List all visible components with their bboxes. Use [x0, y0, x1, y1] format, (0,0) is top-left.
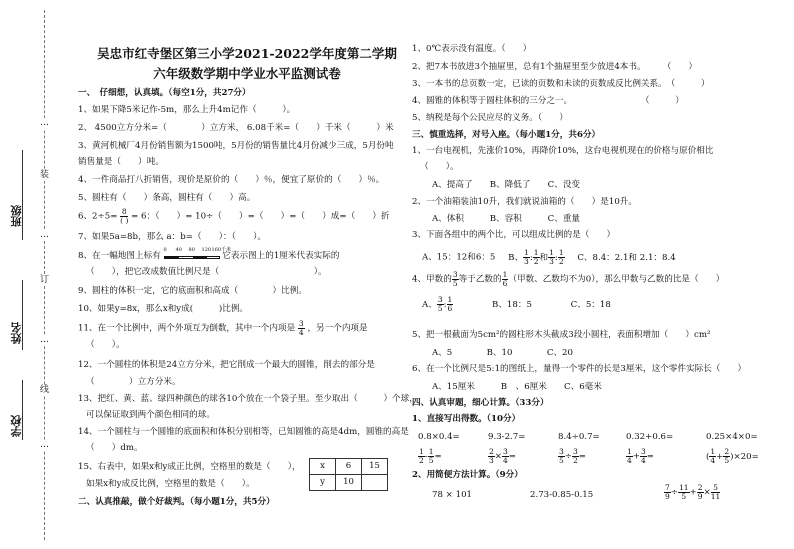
choice-4 [412, 271, 724, 287]
q11-denominator: 4 [298, 327, 304, 337]
q8-suffix: 它表示图上的1厘米代表实际的 [222, 251, 340, 261]
q11-suffix: ，另一个内项是 [307, 323, 368, 334]
q11-fraction [298, 320, 305, 336]
school-label: 学校 [10, 415, 23, 437]
c3-option-c: C、8.4：2.1和 2.1：8.4 [577, 252, 676, 263]
question-10: 10、如果y=8x，那么x和y成( )比例。 [78, 304, 249, 314]
question-11-line2: （ ）。 [86, 340, 125, 350]
calc-item: ( $\frac{1}{4}$ + $\frac{2}{5}$ )×20= [706, 447, 759, 465]
q6-suffix: = 6：（ ）= 10÷（ ）=（ ）=（ ）成=（ ）折 [131, 211, 390, 222]
q8-prefix: 8、在一幅地图上标有 [78, 251, 161, 261]
question-9: 9、圆柱的体积一定，它的底面积和高成（ ）比例。 [78, 286, 307, 296]
c4-option-a: A、 $\frac{3}{5}$ : $\frac{1}{6}$ [422, 295, 453, 313]
c4-mid: 等于乙数的 [458, 274, 502, 285]
c3-option-b-label: B、 [508, 252, 524, 263]
scale-tick: 40 [175, 246, 182, 253]
question-13-line2: 可以保证取到两个颜色相同的球。 [86, 410, 215, 420]
seal-char: … [40, 230, 49, 240]
question-3-line2: 销售量是（ ）吨。 [78, 157, 164, 167]
c4-prefix: 4、甲数的 [412, 274, 452, 285]
question-12-line2: （ ）立方分米。 [86, 377, 181, 387]
seal-char: … [40, 118, 49, 128]
choice-1-options: A、提高了 B、降低了 C、没变 [432, 180, 581, 190]
choice-5-options: A、5 B、10 C、20 [432, 348, 573, 358]
question-11-line1 [78, 320, 368, 336]
class-label: 班级 [10, 205, 23, 227]
c4-suffix: （甲数、乙数均不为0），那么甲数与乙数的比是（ ） [508, 274, 725, 285]
question-1: 1、如果下降5米记作-5m，那么上升4m记作（ ）。 [78, 105, 296, 115]
choice-6-options: A、15厘米 B 、6厘米 C、6毫米 [432, 382, 602, 392]
table-row [310, 475, 388, 491]
fraction-1-3: $\frac{1}{3}$ [524, 248, 529, 266]
seal-char: 装 [40, 170, 50, 180]
seal-char: 订 [40, 275, 50, 285]
calc-row-1 [418, 432, 758, 443]
q6-denominator: ( ) [120, 215, 129, 225]
calc-item: 0.25×4×0= [706, 432, 758, 442]
seal-char: … [40, 440, 49, 450]
subsection-2: 2、用简便方法计算。（9分） [412, 470, 523, 480]
fraction-1-3: $\frac{1}{3}$ [549, 248, 554, 266]
c3-option-a: A、15：12和6：5 [422, 252, 496, 263]
fraction-3-5: $\frac{3}{5}$ [452, 270, 458, 288]
calc-item: 8.4÷0.7= [558, 432, 600, 442]
question-8-line2: （ ），把它改成数值比例尺是（ ）。 [86, 267, 327, 277]
seal-char: … [40, 335, 49, 345]
seal-char: 线 [40, 385, 50, 395]
calc-item: 9.3-2.7= [488, 432, 526, 442]
exam-subtitle: 六年级数学期中学业水平监测试卷 [153, 66, 341, 81]
map-scale-bar [163, 246, 232, 260]
fraction-1-6: $\frac{1}{6}$ [502, 270, 508, 288]
xy-table [309, 458, 388, 491]
calc-item: $\frac{1}{4}$ + $\frac{3}{4}$ = [627, 447, 654, 465]
choice-3: 3、下面各组中的两个比，可以组成比例的是（ ） [412, 230, 616, 240]
scale-tick: 0 [163, 246, 167, 253]
c4-option-a-label: A、 [422, 299, 437, 310]
judge-2: 2、把7本书放进3个抽屉里，总有1个抽屉里至少放进4本书。 （ ） [412, 62, 698, 72]
question-7: 7、如果5a=8b，那么 a：b=（ ）：（ ）。 [78, 232, 266, 242]
q6-fraction [120, 208, 128, 224]
choice-6: 6、在一个比例尺是5:1的图纸上，量得一个零件的长是3厘米，这个零件实际长（ ） [412, 364, 747, 374]
question-14-line2: （ ）dm。 [86, 443, 143, 453]
question-2: 2、 4500立方分米=（ ）立方米， 6.08千米=（ ）千米（ ）米 [78, 123, 394, 133]
question-15-line1: 15、右表中，如果x和y成正比例，空格里的数是（ ）， [78, 462, 301, 472]
table-cell: 10 [336, 475, 362, 491]
judge-5: 5、纳税是每个公民应尽的义务。（ ） [412, 113, 568, 123]
subsection-1: 1、直接写出得数。（10分） [412, 414, 521, 424]
section-3-heading: 三、慎重选择，对号入座。（每小题1分，共6分） [412, 130, 601, 140]
calc-item: 0.32+0.6= [626, 432, 674, 442]
choice-3-options [422, 249, 676, 265]
section-1-heading: 一、 仔细想，认真填。（每空1分，共27分） [78, 88, 251, 98]
judge-3: 3、一本书的总页数一定，已读的页数和未读的页数成反比例关系。 （ ） [412, 79, 710, 89]
c3-option-b: B、 $\frac{1}{3}$ : $\frac{1}{2}$ 和 $\frac{1}{3}$ : $\frac{1}{2}$ [508, 248, 564, 266]
choice-1-line2: （ ）。 [420, 162, 459, 172]
choice-1-line1: 1、一台电视机，先涨价10%，再降价10%，这台电视机现在的价格与原价相比 [412, 146, 714, 156]
scale-tick: 120 [201, 246, 212, 253]
calc-item: $\frac{1}{2}$ - $\frac{1}{5}$ = [419, 447, 442, 465]
judge-4: 4、圆锥的体积等于圆柱体积的三分之一。 （ ） [412, 96, 684, 106]
question-4: 4、一件商品打八折销售，现价是原价的（ ）％，便宜了原价的（ ）％。 [78, 175, 385, 185]
question-8-line1 [78, 246, 340, 262]
table-cell: x [310, 459, 336, 475]
question-12-line1: 12、一个圆柱的体积是24立方分米，把它削成一个最大的圆锥，削去的部分是 [78, 360, 375, 370]
simplify-2: 2.73-0.85-0.15 [530, 490, 594, 500]
scale-bar-graphic [164, 256, 220, 259]
question-15-line2: 如果x和y成反比例，空格里的数是（ ）。 [86, 479, 255, 489]
table-cell [362, 475, 388, 491]
section-2-heading: 二、认真推敲，做个好裁判。（每小题1分，共5分） [78, 497, 275, 507]
c4-option-c: C、5：18 [570, 299, 611, 310]
judge-1: 1、0℃表示没有温度。（ ） [412, 44, 532, 54]
q6-prefix: 6、2÷5= [78, 211, 118, 222]
fraction-1-6: $\frac{1}{6}$ [447, 295, 453, 313]
section-4-heading: 四、认真审题，细心计算。（33分） [412, 398, 549, 408]
calc-item: 0.8×0.4= [418, 432, 460, 442]
simplify-1: 78 × 101 [432, 490, 473, 500]
calc-item: $\frac{3}{5}$ ÷ $\frac{3}{2}$ = [559, 447, 586, 465]
choice-4-options [422, 296, 611, 312]
q6-numerator: 8 [121, 207, 127, 216]
simplify-3: $\frac{7}{9}$ ÷ $\frac{11}{5}$ + $\frac{2}{9}$ × $\frac{5}{11}$ [665, 483, 721, 501]
table-cell: y [310, 475, 336, 491]
question-14-line1: 14、一个圆柱与一个圆锥的底面积和体积分别相等，已知圆锥的高是4dm，圆锥的高是 [78, 427, 409, 437]
name-label: 姓名 [10, 322, 23, 344]
q11-numerator: 3 [298, 319, 304, 328]
table-cell: 15 [362, 459, 388, 475]
calc-item: $\frac{2}{3}$ × $\frac{3}{4}$ = [489, 447, 516, 465]
scale-tick: 80 [188, 246, 195, 253]
question-5: 5、圆柱有（ ）条高，圆柱有（ ）高。 [78, 193, 256, 203]
binding-margin [0, 0, 66, 549]
choice-5: 5、把一根截面为5cm²的圆柱形木头截成3段小圆柱，表面积增加（ ）cm² [412, 330, 711, 340]
fraction-1-2: $\frac{1}{2}$ [558, 248, 564, 266]
question-6 [78, 208, 390, 224]
exam-title: 吴忠市红寺堡区第三小学2021-2022学年度第二学期 [97, 46, 397, 61]
calc-row-2 [418, 448, 759, 464]
question-3-line1: 3、黄河机械厂4月份销售额为1500吨，5月份的销售量比4月份减少三成，5月份吨 [78, 141, 394, 151]
choice-2: 2、一个油箱装油10升，我们就说油箱的（ ）是10升。 [412, 197, 637, 207]
table-row [310, 459, 388, 475]
choice-2-options: A、体积 B、容积 C、重量 [432, 214, 581, 224]
fraction-3-5: $\frac{3}{5}$ [437, 295, 443, 313]
q11-prefix: 11、在一个比例中，两个外项互为倒数，其中一个内项是 [78, 323, 296, 334]
table-cell: 6 [336, 459, 362, 475]
c3-option-b-and: 和 [539, 252, 549, 263]
scale-tick: 160千米 [211, 246, 232, 253]
c4-option-b: B、18：5 [492, 299, 532, 310]
question-13-line1: 13、把红、黄、蓝、绿四种颜色的球各10个放在一个袋子里。至少取出（ ）个球， [78, 394, 418, 404]
fraction-1-2: $\frac{1}{2}$ [533, 248, 539, 266]
